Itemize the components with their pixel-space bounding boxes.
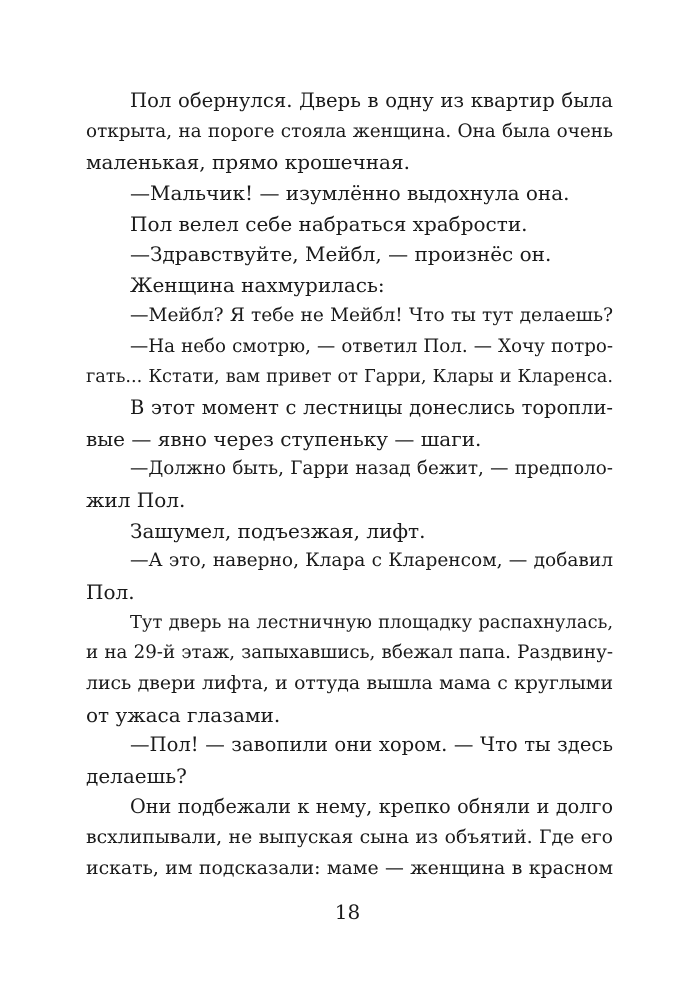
text-line: Тут дверь на лестничную площадку распахнулась, <box>130 611 613 633</box>
text-line: —Должно быть, Гарри назад бежит, — предполо- <box>130 458 613 480</box>
text-line: —На небо смотрю, — ответил Пол. — Хочу потро- <box>130 335 613 357</box>
text-line: В этот момент с лестницы донеслись торопли- <box>130 395 613 419</box>
text-line: Зашумел, подъезжая, лифт. <box>130 518 426 543</box>
text-line: —Пол! — завопили они хором. — Что ты здесь <box>130 733 613 757</box>
text-line: жил Пол. <box>86 487 186 512</box>
text-line: от ужаса глазами. <box>86 702 281 727</box>
text-line: Пол обернулся. Дверь в одну из квартир была <box>130 89 613 112</box>
text-line: —А это, наверно, Клара с Кларенсом, — добавил <box>130 550 613 572</box>
text-line: —Мальчик! — изумлённо выдохнула она. <box>130 181 570 206</box>
text-line: гать... Кстати, вам привет от Гарри, Клары и Кларенса. <box>86 367 613 388</box>
text-line: Они подбежали к нему, крепко обняли и долго <box>130 794 613 818</box>
text-line: всхлипывали, не выпуская сына из объятий. Где его <box>86 826 613 848</box>
text-line: делаешь? <box>86 764 187 789</box>
text-line: лись двери лифта, и оттуда вышла мама с круглыми <box>86 673 613 695</box>
text-line: —Мейбл? Я тебе не Мейбл! Что ты тут делаешь? <box>130 304 613 326</box>
page-number: 18 <box>334 900 361 924</box>
page-text <box>86 86 613 884</box>
text-line: —Здравствуйте, Мейбл, — произнёс он. <box>130 242 552 267</box>
text-line: Пол велел себе набраться храбрости. <box>130 211 528 236</box>
text-line: открыта, на пороге стояла женщина. Она была очень <box>86 120 613 142</box>
text-line: Женщина нахмурилась: <box>130 273 385 298</box>
text-line: вые — явно через ступеньку — шаги. <box>86 426 482 451</box>
text-line: маленькая, прямо крошечная. <box>86 150 410 175</box>
text-line: искать, им подсказали: маме — женщина в красном <box>86 857 613 880</box>
text-line: и на 29-й этаж, запыхавшись, вбежал папа. Раздвину- <box>86 642 613 664</box>
text-line: Пол. <box>86 580 135 604</box>
